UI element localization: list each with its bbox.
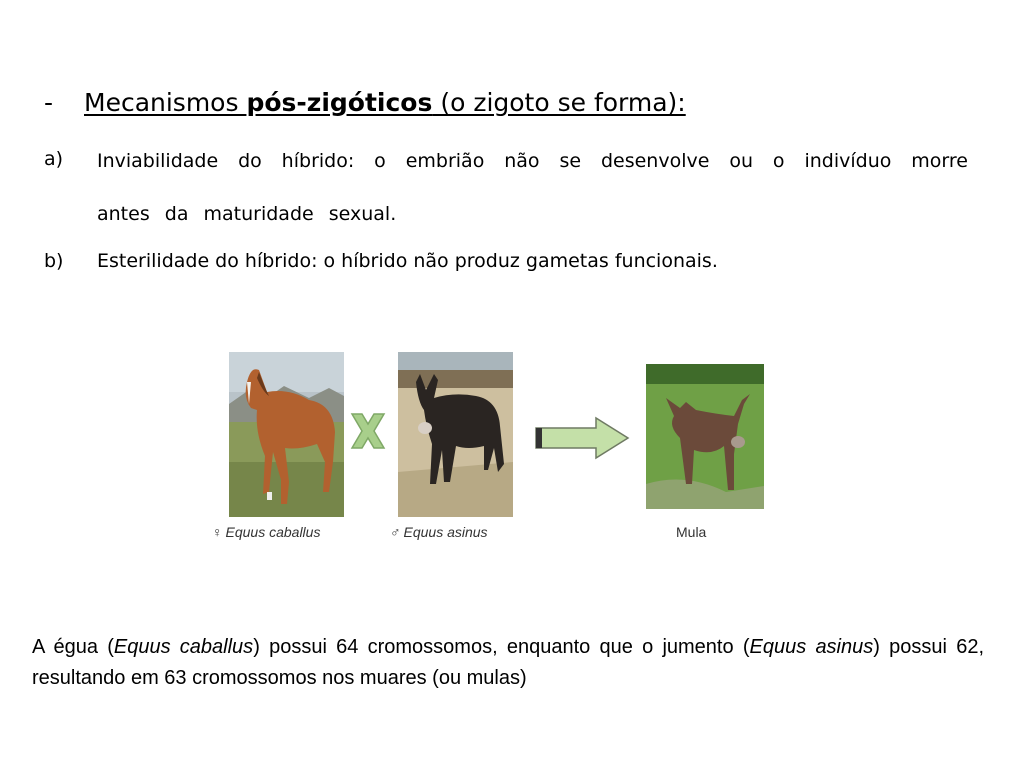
list-marker-b: b): [44, 250, 64, 272]
caption-donkey: [390, 524, 488, 540]
heading-text: [84, 88, 686, 117]
footer-italic-2: Equus asinus: [749, 636, 874, 658]
footer-text-2: ) possui 64 cromossomos, enquanto que o jumento (: [253, 636, 750, 658]
caption-horse-label: Equus caballus: [225, 524, 321, 540]
donkey-illustration: [398, 352, 513, 517]
footer-text-3: ) possui 62, resultando em 63 cromossomos nos muares (ou mulas): [32, 636, 985, 689]
mule-photo: [646, 364, 764, 509]
caption-horse: [212, 524, 320, 540]
footer-paragraph: [32, 632, 984, 694]
heading-prefix: Mecanismos: [84, 88, 247, 117]
list-marker-a: a): [44, 148, 64, 170]
list-text-a: Inviabilidade do híbrido: o embrião não se desenvolve ou o indivíduo morre antes da maturidade sexual.: [97, 150, 968, 225]
list-text-b: Esterilidade do híbrido: o híbrido não produz gametas funcionais.: [97, 250, 718, 272]
caption-donkey-label: Equus asinus: [403, 524, 488, 540]
mule-illustration: [646, 364, 764, 509]
female-symbol: ♀: [212, 524, 223, 540]
horse-photo: [229, 352, 344, 517]
horse-illustration: [229, 352, 344, 517]
footer-italic-1: Equus caballus: [113, 636, 254, 658]
footer-text-1: A égua (: [32, 636, 114, 658]
heading-bold: pós-zigóticos: [246, 88, 433, 117]
male-symbol: ♂: [390, 524, 401, 540]
arrow-right-icon: [534, 416, 630, 460]
heading-suffix: (o zigoto se forma):: [432, 88, 686, 117]
caption-mule: Mula: [676, 524, 707, 540]
cross-icon: [350, 412, 386, 450]
heading-dash: -: [44, 88, 54, 117]
donkey-photo: [398, 352, 513, 517]
